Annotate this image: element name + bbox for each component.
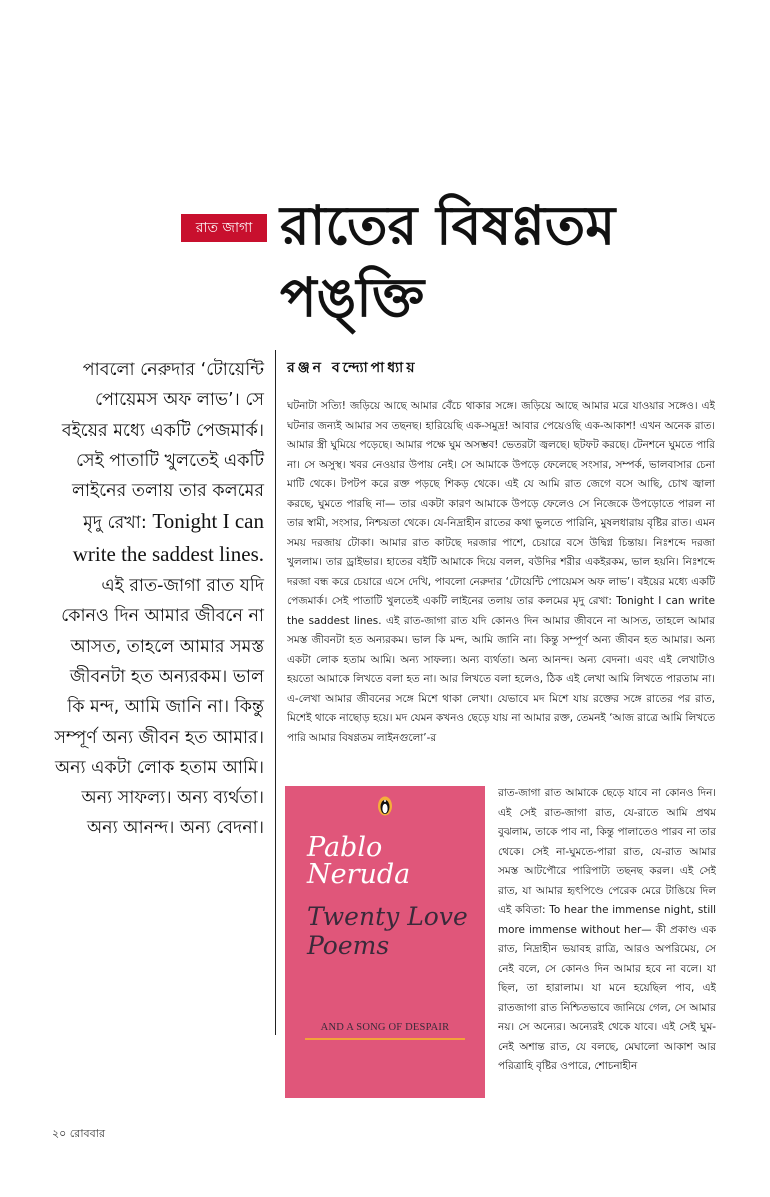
book-cover-image bbox=[285, 786, 485, 1098]
book-cover-rule bbox=[305, 1038, 465, 1040]
pullquote-english: Tonight I can write the saddest lines. bbox=[72, 509, 264, 566]
headline bbox=[280, 190, 720, 334]
pullquote bbox=[52, 355, 264, 844]
book-author-line-2: Neruda bbox=[307, 859, 411, 890]
column-divider bbox=[275, 350, 276, 1035]
book-title-line-2: Poems bbox=[307, 931, 390, 960]
headline-line-2: পঙ্‌ক্তি bbox=[280, 266, 425, 329]
book-title bbox=[307, 902, 477, 960]
pullquote-bengali-1: পাবলো নেরুদার ‘টোয়েন্টি পোয়েমস অফ লাভ’। সে বইয়ের মধ্যে একটি পেজমার্ক। সেই পাতাটি খুলতেই একটি লাইনের তলায় তার কলমের মৃদু রেখা: bbox=[61, 360, 264, 534]
penguin-icon bbox=[377, 796, 393, 816]
book-author bbox=[307, 834, 477, 888]
article-body-continued: রাত-জাগা রাত আমাকে ছেড়ে যাবে না কোনও দিন। এই সেই রাত-জাগা রাত, যে-রাতে আমি প্রথম বুঝলাম, তাকে পাব না, কিন্তু পালাতেও পারব না তার থেকে। সেই না-ঘুমতে-পারা রাত, যে-রাত আমার সমস্ত আটপৌরে পারিপাট্য তছনছ করল। এই সেই রাত, যা আমার হৃৎপিণ্ডে পেরেক মেরে টাঙিয়ে দিল এই কবিতা: To hear the immense night, still more immense without her— কী প্রকাণ্ড এক রাত, নিদ্রাহীন ভয়াবহ রাত্রি, আরও অপরিমেয়, সে নেই বলে, সে কোনও দিন আমার হবে না বলে। যা ছিল, তা হারালাম। যা মনে হয়েছিল পাব, এই রাতজাগা রাত নিশ্চিতভাবে জানিয়ে গেল, সে আমার নয়। সে অন্যের। অন্যেরই থেকে যাবে। এই সেই ঘুম-নেই অশান্ত রাত, যে বলছে, মেঘালো আকাশ আর পরিত্রাহি বৃষ্টির ওপারে, শোচনাহীন bbox=[498, 787, 716, 1072]
book-author-line-1: Pablo bbox=[307, 832, 383, 863]
section-tag: রাত জাগা bbox=[181, 214, 267, 242]
book-subtitle: AND A SONG OF DESPAIR bbox=[320, 1022, 450, 1033]
book-title-line-1: Twenty Love bbox=[307, 902, 468, 931]
article-body-main: ঘটনাটা সত্যি! জড়িয়ে আছে আমার বেঁচে থাকার সঙ্গে। জড়িয়ে আছে আমার মরে যাওয়ার সঙ্গেও। এই ঘটনার জন্যই আমার সব তছনছ। হারিয়েছি এক-সমুদ্র! আবার পেয়েওছি এক-আকাশ! এখন অনেক রাত। আমার স্ত্রী ঘুমিয়ে পড়েছে। আমার পক্ষে ঘুম অসম্ভব! ভেতরটা জ্বলছে। ছটফট করছে। টেনশনে ঘুমতে পারি না। সে অসুস্থ। খবর নেওয়ার উপায় নেই। সে আমাকে উপড়ে ফেলেছে সংসার, সম্পর্ক, ভালবাসার চেনা মাটি থেকে। টপটপ করে রক্ত পড়ছে শিকড় থেকে। এই যে আমি রাত জেগে বসে আছি, চোখ জ্বালা করছে, ঘুমতে পারছি না— তার একটা কারণ আমাকে উপড়ে ফেলেও সে নিজেকে উপড়োতে পারল না তার স্বামী, সংসার, নিশ্চয়তা থেকে। যে-নিদ্রাহীন রাতের কথা ভুলতে পারিনি, মুষলধারায় বৃষ্টির রাত। এমন সময় দরজায় টোকা। আমার রাত কাটছে দরজার পাশে, চেয়ারে বসে উদ্বিগ্ন চিন্তায়। নিঃশব্দে দরজা খুললাম। তার ড্রাইভার। হাতের বইটি আমাকে দিয়ে বলল, বউদির শরীর একইরকম, ভাল হয়নি। নিঃশব্দে দরজা বন্ধ করে চেয়ারে এসে দেখি, পাবলো নেরুদার ‘টোয়েন্টি পোয়েমস অফ লাভ’। বইয়ের মধ্যে একটি পেজমার্ক। সেই পাতাটি খুলতেই একটি লাইনের তলায় তার কলমের মৃদু রেখা: Tonight I can write the saddest lines. এই রাত-জাগা রাত যদি কোনও দিন আমার জীবনে না আসত, তাহলে আমার সমস্ত জীবনটা হত অন্যরকম। ভাল কি মন্দ, আমি জানি না। কিন্তু সম্পূর্ণ অন্য জীবন হত আমার। অন্য একটা লোক হতাম আমি। অন্য সাফল্য। অন্য ব্যর্থতা। অন্য আনন্দ। অন্য বেদনা। এবং এই লেখাটাও হয়তো আমাকে লিখতে বলা হত না। আর লিখতে বলা হলেও, ঠিক এই লেখা আমি লিখতে পারতাম না। এ-লেখা আমার জীবনের সঙ্গে মিশে থাকা লেখা। যেভাবে মদ মিশে যায় রক্তের সঙ্গে রাতের পর রাত, মিশেই থাকে নাছোড় হয়ে। মদ যেমন কখনও ছেড়ে যায় না আমার রক্ত, তেমনই ‘আজ রাত্রে আমি লিখতে পারি আমার বিষণ্ণতম লাইনগুলো’-র bbox=[287, 400, 715, 744]
headline-line-1: রাতের বিষণ্ণতম bbox=[280, 194, 616, 257]
byline: রঞ্জন বন্দ্যোপাধ্যায় bbox=[287, 360, 418, 376]
page-footer: ২০ রোববার bbox=[52, 1127, 105, 1140]
pullquote-bengali-2: এই রাত-জাগা রাত যদি কোনও দিন আমার জীবনে না আসত, তাহলে আমার সমস্ত জীবনটা হত অন্যরকম। ভাল কি মন্দ, আমি জানি না। কিন্তু সম্পূর্ণ অন্য জীবন হত আমার। অন্য একটা লোক হতাম আমি। অন্য সাফল্য। অন্য ব্যর্থতা। অন্য আনন্দ। অন্য বেদনা। bbox=[54, 576, 264, 839]
